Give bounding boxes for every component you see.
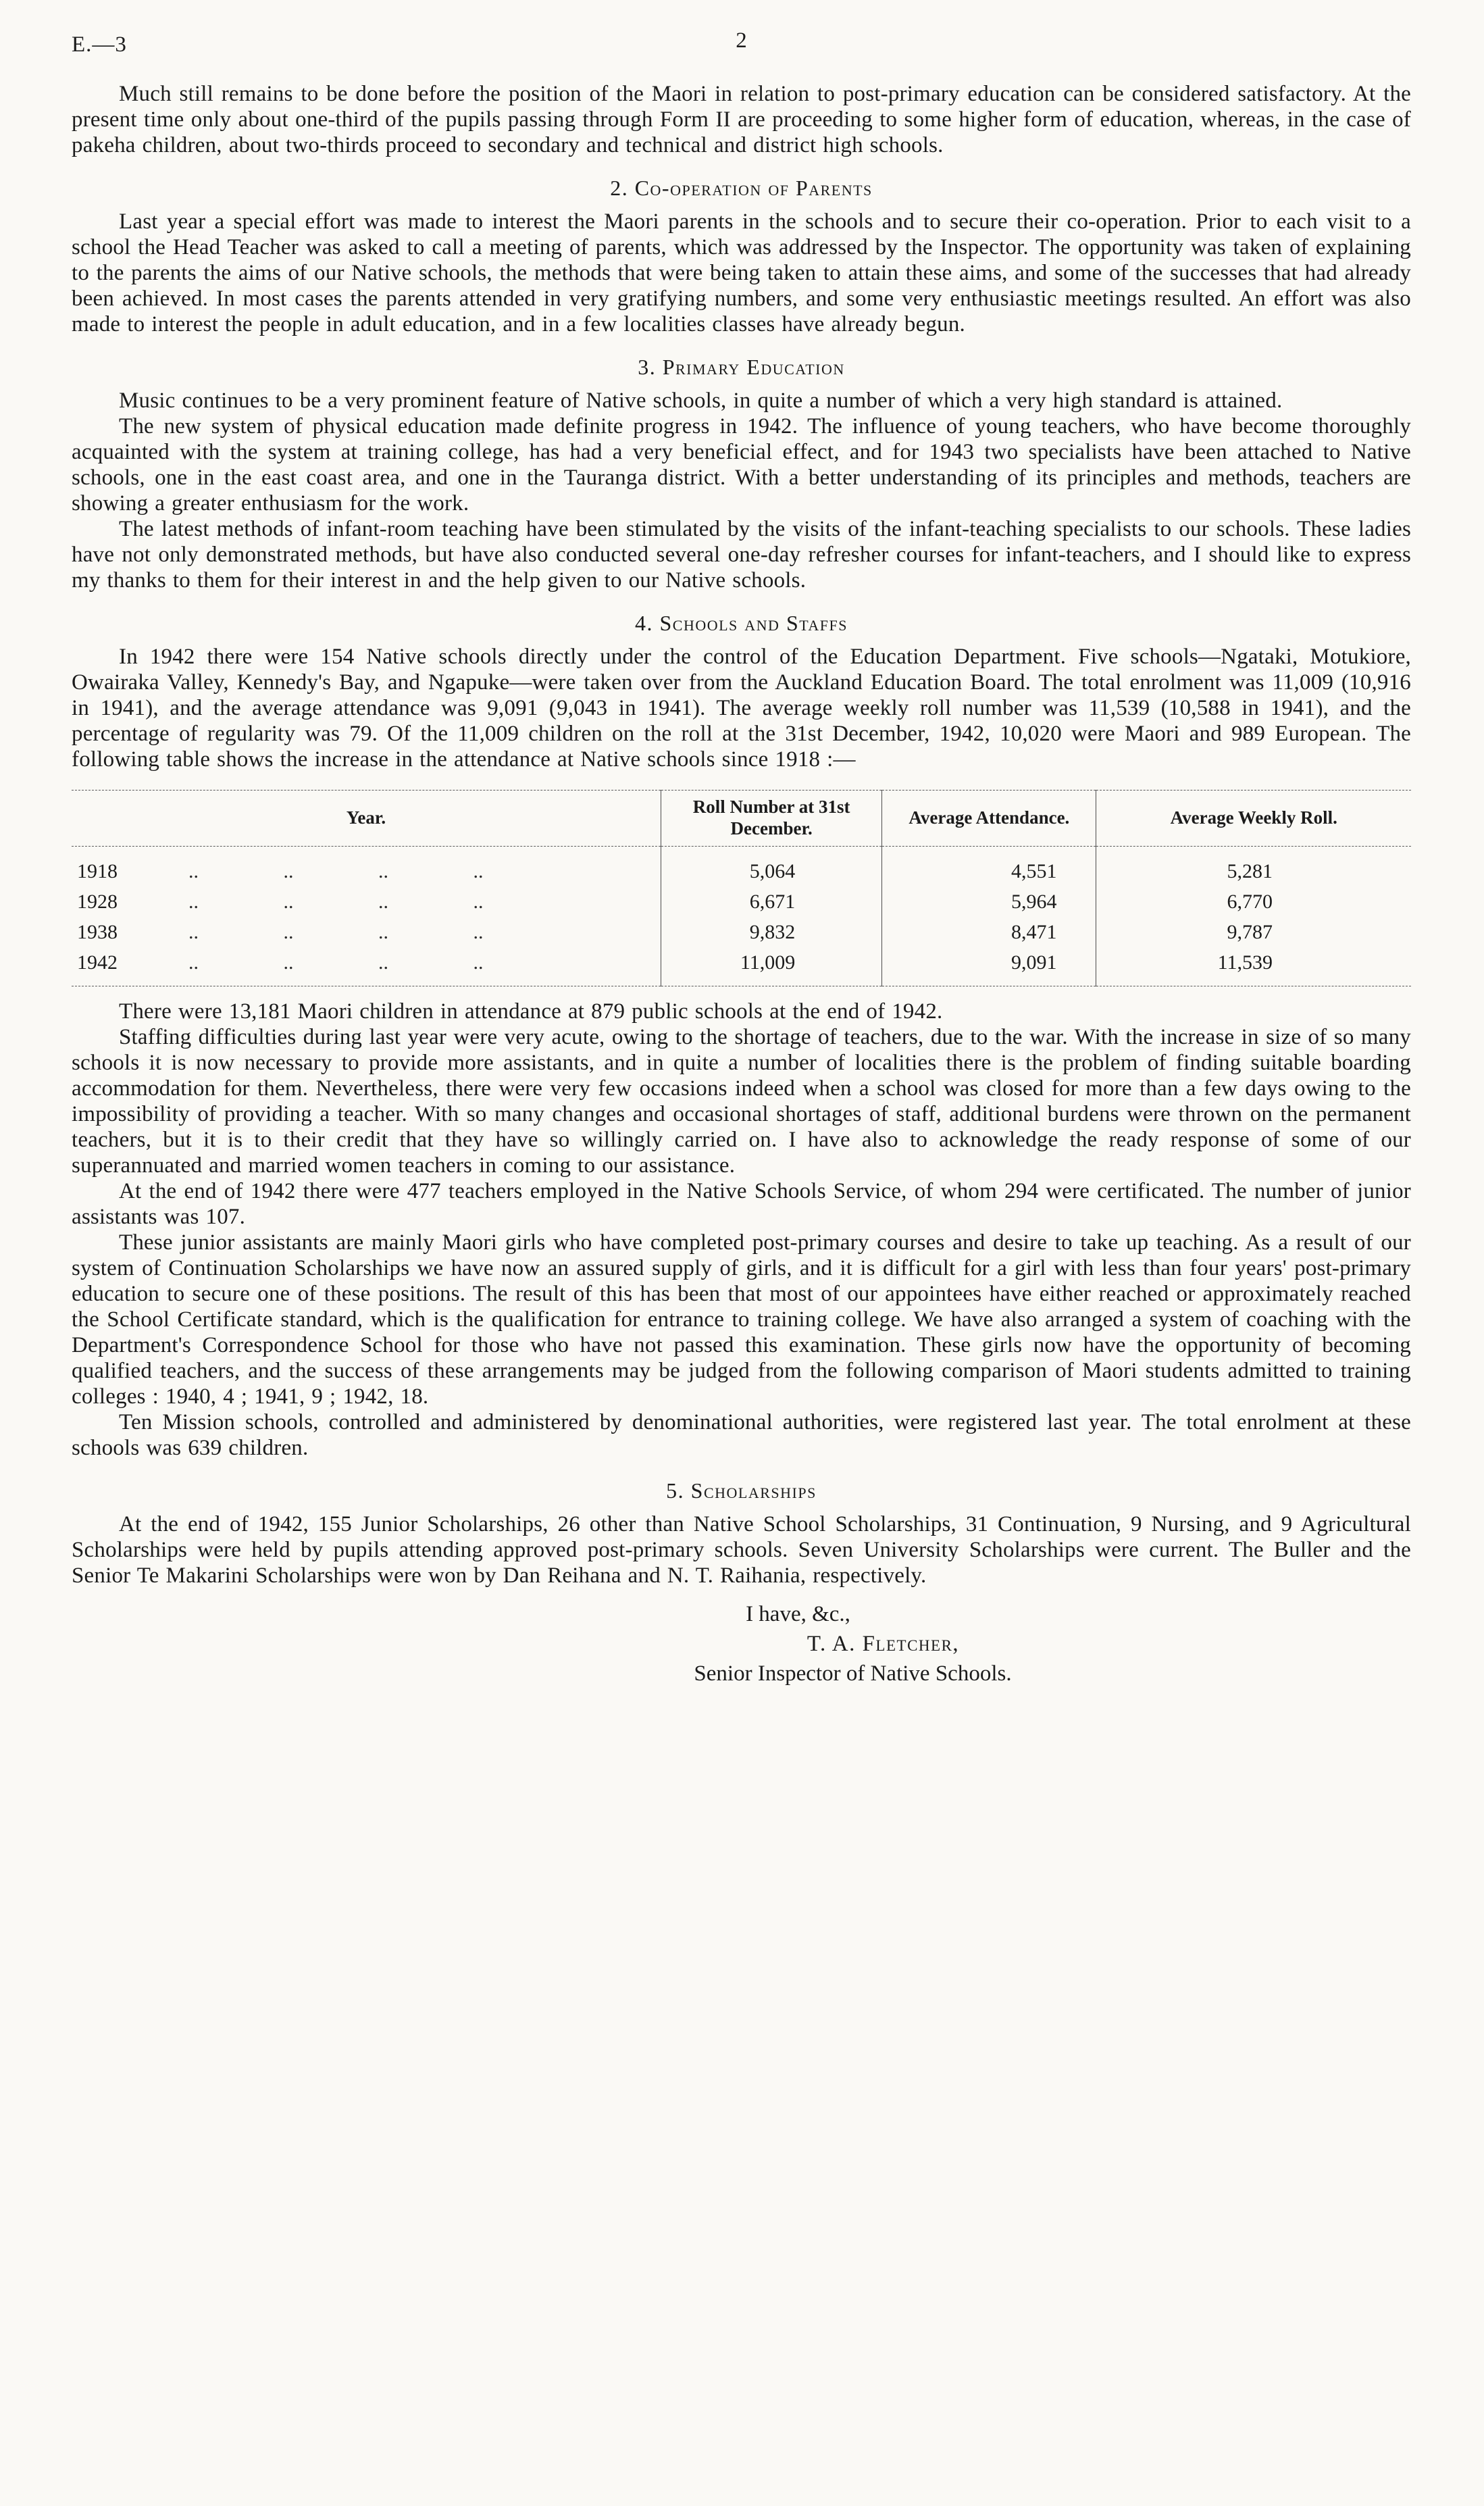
col-header-average-weekly-roll: Average Weekly Roll. — [1096, 791, 1411, 847]
cell-average-attendance: 5,964 — [882, 886, 1096, 917]
dot-leaders: .. .. .. .. — [188, 860, 484, 882]
col-header-roll-number: Roll Number at 31st December. — [661, 791, 882, 847]
intro-paragraph: Much still remains to be done before the position of the Maori in relation to post-primary education can be considered satisfactory. At the present time only about one-third of the pupils passing through Form II are proceeding to some higher form of education, whereas, in the case of pakeha children, about two-thirds proceed to secondary and technical and district high schools. — [72, 82, 1411, 157]
col-header-year: Year. — [72, 791, 661, 847]
page-number: 2 — [736, 28, 747, 53]
attendance-table — [72, 790, 1411, 986]
paragraph-schools-overview: In 1942 there were 154 Native schools directly under the control of the Education Department. Five schools—Ngataki, Motukiore, Owairaka Valley, Kennedy's Bay, and Ngapuke—were taken over from the Auckland Education Board. The total enrolment was 11,009 (10,916 in 1941), and the average attendance was 9,091 (9,043 in 1941). The average weekly roll number was 11,539 (10,588 in 1941), and the percentage of regularity was 79. Of the 11,009 children on the roll at the 31st December, 1942, 10,020 were Maori and 989 European. The following table shows the increase in the attendance at Native schools since 1918 :— — [72, 645, 1411, 772]
paragraph-infant-teaching: The latest methods of infant-room teaching have been stimulated by the visits of the infant-teaching specialists to our schools. These ladies have not only demonstrated methods, but have also conducted several one-day refresher courses for infant-teachers, and I should like to express my thanks to them for their interest in and the help given to our Native schools. — [72, 517, 1411, 593]
paragraph-scholarships: At the end of 1942, 155 Junior Scholarships, 26 other than Native School Scholarships, 31 Continuation, 9 Nursing, and 9 Agricultural Scholarships were held by pupils attending approved post-primary schools. Seven University Scholarships were current. The Buller and the Senior Te Makarini Scholarships were won by Dan Reihana and N. T. Raihania, respectively. — [72, 1512, 1411, 1588]
paragraph-junior-assistants: These junior assistants are mainly Maori girls who have completed post-primary courses and desire to take up teaching. As a result of our system of Continuation Scholarships we have now an assured supply of girls, and it is difficult for a girl with less than four years' post-primary education to secure one of these positions. The result of this has been that most of our appointees have either reached or approximately reached the School Certificate standard, which is the qualification for entrance to training college. We have also arranged a system of coaching with the Department's Correspondence School for those who have not passed this examination. These girls now have the opportunity of becoming qualified teachers, and the success of these arrangements may be judged from the following comparison of Maori students admitted to training colleges : 1940, 4 ; 1941, 9 ; 1942, 18. — [72, 1230, 1411, 1409]
year-value: 1942 — [77, 951, 118, 974]
col-header-average-attendance: Average Attendance. — [882, 791, 1096, 847]
paragraph-staffing: Staffing difficulties during last year were very acute, owing to the shortage of teachers, due to the war. With the increase in size of so many schools it is now necessary to provide more assistants, and in quite a number of localities there is the problem of finding suitable boarding accommodation for them. Nevertheless, there were very few occasions indeed when a school was closed for more than a few days owing to the impossibility of providing a teacher. With so many changes and occasional shortages of staff, additional burdens were thrown on the permanent teachers, but it is to their credit that they have so willingly carried on. I have also to acknowledge the ready response of some of our superannuated and married women teachers in coming to our assistance. — [72, 1025, 1411, 1178]
cell-average-weekly-roll: 11,539 — [1096, 947, 1411, 986]
dot-leaders: .. .. .. .. — [188, 921, 484, 943]
cell-year — [72, 947, 661, 986]
paragraph-teachers-employed: At the end of 1942 there were 477 teachers employed in the Native Schools Service, of whom 294 were certificated. The number of junior assistants was 107. — [72, 1179, 1411, 1229]
dot-leaders: .. .. .. .. — [188, 951, 484, 974]
table-row — [72, 917, 1411, 947]
section-heading-primary-education: 3. Primary Education — [638, 355, 845, 379]
signature-name: T. A. Fletcher, — [807, 1632, 960, 1656]
cell-average-weekly-roll: 9,787 — [1096, 917, 1411, 947]
cell-roll-number: 11,009 — [661, 947, 882, 986]
year-value: 1928 — [77, 891, 118, 913]
paragraph-cooperation: Last year a special effort was made to interest the Maori parents in the schools and to secure their co-operation. Prior to each visit to a school the Head Teacher was asked to call a meeting of parents, which was addressed by the Inspector. The opportunity was taken of explaining to the parents the aims of our Native schools, the methods that were being taken to attain these aims, and some of the successes that had already been achieved. In most cases the parents attended in very gratifying numbers, and some very enthusiastic meetings resulted. An effort was also made to interest the people in adult education, and in a few localities classes have already begun. — [72, 209, 1411, 336]
paragraph-public-schools: There were 13,181 Maori children in attendance at 879 public schools at the end of 1942. — [119, 999, 943, 1024]
letter-closing — [72, 1599, 1411, 1688]
valediction: I have, &c., — [746, 1602, 850, 1626]
cell-average-weekly-roll: 5,281 — [1096, 847, 1411, 887]
cell-average-attendance: 4,551 — [882, 847, 1096, 887]
cell-year — [72, 847, 661, 887]
year-value: 1918 — [77, 860, 118, 882]
cell-roll-number: 5,064 — [661, 847, 882, 887]
page-header — [72, 28, 1411, 64]
dot-leaders: .. .. .. .. — [188, 891, 484, 913]
table-header-row — [72, 791, 1411, 847]
table-row — [72, 886, 1411, 917]
cell-roll-number: 6,671 — [661, 886, 882, 917]
report-code: E.—3 — [72, 32, 127, 57]
paragraph-physical-education: The new system of physical education made definite progress in 1942. The influence of young teachers, who have become thoroughly acquainted with the system at training college, has had a very beneficial effect, and for 1943 two specialists have been attached to Native schools, one in the east coast area, and one in the Tauranga district. With a better understanding of its principles and methods, teachers are showing a greater enthusiasm for the work. — [72, 414, 1411, 516]
section-heading-scholarships: 5. Scholarships — [666, 1478, 817, 1503]
paragraph-mission-schools: Ten Mission schools, controlled and administered by denominational authorities, were registered last year. The total enrolment at these schools was 639 children. — [72, 1410, 1411, 1460]
cell-roll-number: 9,832 — [661, 917, 882, 947]
table-row — [72, 947, 1411, 986]
section-heading-cooperation: 2. Co-operation of Parents — [610, 176, 873, 200]
cell-year — [72, 917, 661, 947]
cell-year — [72, 886, 661, 917]
section-heading-schools-staffs: 4. Schools and Staffs — [634, 611, 848, 635]
cell-average-attendance: 8,471 — [882, 917, 1096, 947]
year-value: 1938 — [77, 921, 118, 943]
signature-title: Senior Inspector of Native Schools. — [694, 1661, 1012, 1686]
paragraph-music: Music continues to be a very prominent feature of Native schools, in quite a number of which a very high standard is attained. — [119, 389, 1283, 413]
cell-average-weekly-roll: 6,770 — [1096, 886, 1411, 917]
cell-average-attendance: 9,091 — [882, 947, 1096, 986]
table-row — [72, 847, 1411, 887]
